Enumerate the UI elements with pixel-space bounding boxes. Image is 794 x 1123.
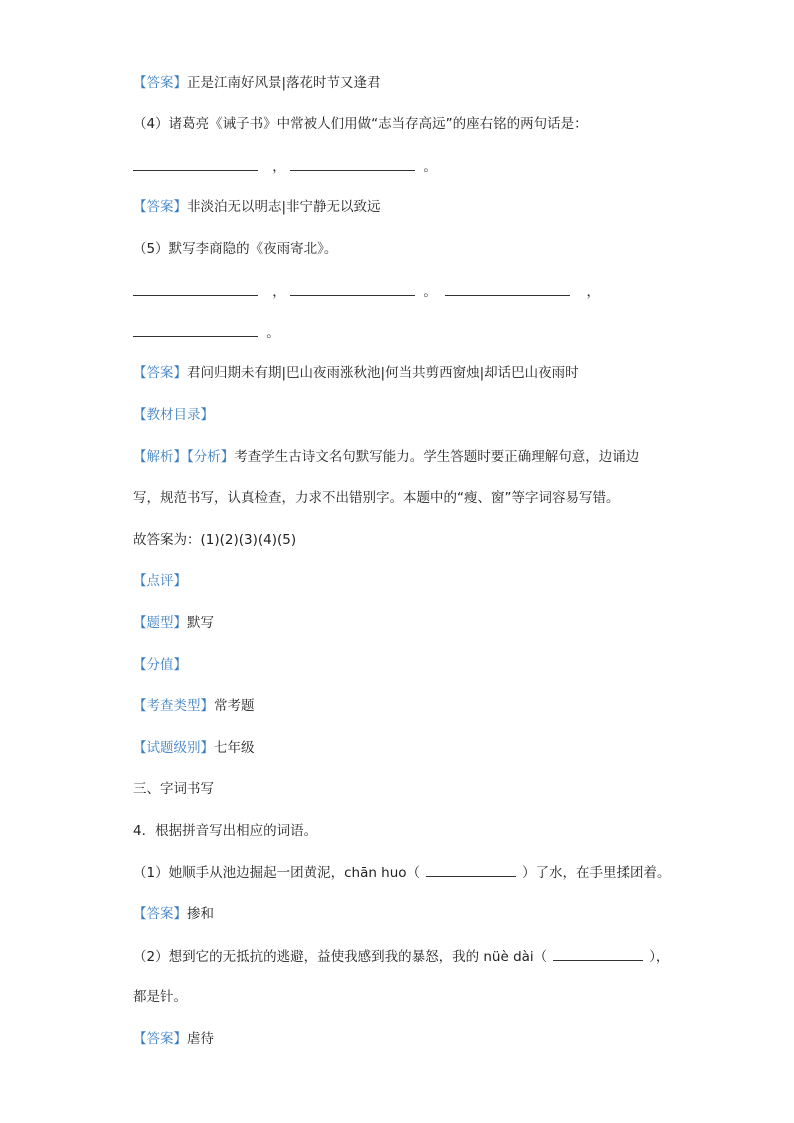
exam-type-tag: 【考查类型】 xyxy=(133,698,214,714)
final-answer: 故答案为：(1)(2)(3)(4)(5) xyxy=(133,532,297,548)
answer-blank[interactable] xyxy=(290,281,415,296)
answer-text: 正是江南好风景|落花时节又逢君 xyxy=(187,75,381,91)
answer-text: 非淡泊无以明志|非宁静无以致远 xyxy=(187,199,381,215)
sub-question-text: ）， xyxy=(649,949,670,965)
sub-question-text: ）了水，在手里揉团着。 xyxy=(522,865,671,881)
answer-blank[interactable] xyxy=(426,862,516,877)
question-title: 4．根据拼音写出相应的词语。 xyxy=(133,823,318,839)
answer-text: 虐待 xyxy=(187,1031,214,1047)
answer-blank[interactable] xyxy=(553,946,643,961)
level-tag: 【试题级别】 xyxy=(133,740,214,756)
analysis-line-1 xyxy=(133,447,639,467)
answer-blank[interactable] xyxy=(445,281,570,296)
sub-question-2 xyxy=(133,946,669,967)
answer-tag: 【答案】 xyxy=(133,199,187,215)
answer-blank[interactable] xyxy=(290,156,415,171)
answer-text: 君问归期未有期|巴山夜雨涨秋池|何当共剪西窗烛|却话巴山夜雨时 xyxy=(187,365,579,381)
answer-line-5 xyxy=(133,363,579,383)
fill-line-q4 xyxy=(133,156,437,177)
sub-question-text: （1）她顺手从池边掘起一团黄泥，chān huo（ xyxy=(133,865,421,881)
analysis-line-2: 写，规范书写，认真检查，力求不出错别字。本题中的“瘦、窗”等字词容易写错。 xyxy=(133,490,620,506)
sub-question-text: （2）想到它的无抵抗的逃避，益使我感到我的暴怒，我的 nüè dài（ xyxy=(133,949,548,965)
question-5: （5）默写李商隐的《夜雨寄北》。 xyxy=(133,241,338,257)
answer-text: 掺和 xyxy=(187,906,214,922)
period: 。 xyxy=(266,325,280,341)
answer-blank[interactable] xyxy=(133,281,258,296)
analysis-text: 考查学生古诗文名句默写能力。学生答题时要正确理解句意，边诵边 xyxy=(234,449,640,465)
answer-tag: 【答案】 xyxy=(133,75,187,91)
answer-line-4 xyxy=(133,197,381,217)
analysis-sub-tag: 【分析】 xyxy=(187,449,235,465)
fill-line-q5-a xyxy=(133,281,600,302)
level-line xyxy=(133,738,255,758)
answer-tag: 【答案】 xyxy=(133,365,187,381)
answer-blank[interactable] xyxy=(133,322,258,337)
period: 。 xyxy=(423,284,437,300)
answer-tag: 【答案】 xyxy=(133,906,187,922)
textbook-toc-tag: 【教材目录】 xyxy=(133,407,214,423)
qtype-value: 默写 xyxy=(187,615,214,631)
analysis-tag: 【解析】 xyxy=(133,449,187,465)
level-value: 七年级 xyxy=(214,740,255,756)
answer-line-q1 xyxy=(133,904,214,924)
sub-question-2-cont: 都是针。 xyxy=(133,989,187,1005)
score-tag: 【分值】 xyxy=(133,657,187,673)
exam-type-value: 常考题 xyxy=(214,698,255,714)
comma: ， xyxy=(272,284,286,300)
question-4: （4）诸葛亮《诫子书》中常被人们用做“志当存高远”的座右铭的两句话是： xyxy=(133,116,588,132)
comment-tag: 【点评】 xyxy=(133,573,187,589)
period: 。 xyxy=(423,159,437,175)
comma: ， xyxy=(586,284,600,300)
section-title: 三、字词书写 xyxy=(133,781,214,797)
qtype-tag: 【题型】 xyxy=(133,615,187,631)
fill-line-q5-b xyxy=(133,322,280,343)
answer-line-q2 xyxy=(133,1029,214,1049)
qtype-line xyxy=(133,613,214,633)
answer-line-3 xyxy=(133,73,381,93)
answer-tag: 【答案】 xyxy=(133,1031,187,1047)
answer-blank[interactable] xyxy=(133,156,258,171)
exam-type-line xyxy=(133,696,255,716)
comma: ， xyxy=(272,159,286,175)
sub-question-1 xyxy=(133,862,671,883)
